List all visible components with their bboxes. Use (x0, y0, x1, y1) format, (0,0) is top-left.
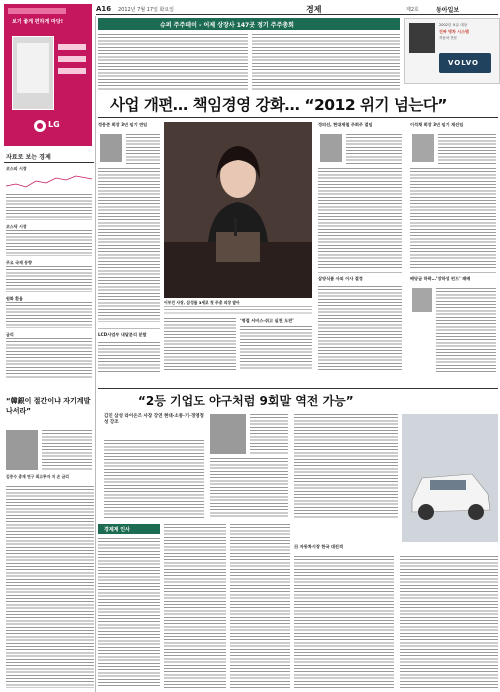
volvo-logo (439, 53, 491, 73)
col6-portrait (412, 288, 432, 312)
col3-heading: 정의선, 현대제철 주회주 결임 (318, 122, 373, 127)
volvo-ad (404, 18, 500, 84)
quote-intro (42, 430, 92, 470)
kicker-banner (98, 18, 400, 30)
bottom-subhead-text: 김인 삼성 라이온즈 사장 강연 현대·소통·기·경영정성 강조 (104, 414, 204, 425)
bottom-subhead (104, 414, 204, 438)
briefs-col-4 (294, 556, 394, 688)
quote-headline: “韓銀이 절간이냐 자기계발 나서라” (6, 397, 91, 415)
col3-portrait (320, 134, 342, 162)
col1-portrait (100, 134, 122, 162)
col7-heading: ‘명절 서비스-쥐고 실천 도전’ (240, 318, 294, 323)
volvo-car-image (409, 23, 435, 53)
ad-text-block (58, 44, 86, 84)
volvo-ad-line2: 진짜 명차 시스템 (439, 29, 469, 34)
left-column-divider (95, 16, 96, 692)
page-number: A16 (96, 5, 112, 13)
lg-logo (34, 118, 62, 132)
phone-image (12, 36, 54, 110)
lead-paragraph-1 (98, 34, 248, 90)
briefs-banner (98, 524, 160, 534)
market-row-rate: 금리 (6, 332, 14, 337)
bottom-text-3 (294, 414, 398, 518)
quote-sub-text: 김중수 총재 연구 최고투자 지 손 금리 (6, 474, 69, 479)
col4-portrait (412, 134, 434, 162)
bottom-headline-text: “2등 기업도 야구처럼 9회말 역전 가능” (138, 394, 354, 408)
kicker-text: 슈퍼 주주데이 - 어제 상장사 147곳 정기 주주총회 (160, 22, 294, 29)
briefs-title: 경제계 인사 (104, 527, 130, 533)
kospi-chart (6, 172, 92, 192)
issue-date: 2012년 7월 17일 화요일 (118, 7, 175, 13)
car-caption-text: 日 자동차시장 한국 대진격 (294, 544, 344, 549)
market-row-fx: 원화 환율 (6, 296, 23, 301)
paper-name: 동아일보 (436, 7, 460, 14)
briefs-col-5 (400, 556, 498, 688)
main-headline-text: 사업 개편… 책임경영 강화… “2012 위기 넘는다” (110, 96, 447, 114)
photo-caption (164, 300, 312, 312)
masthead (96, 4, 498, 14)
volvo-logo-text: VOLVO (448, 59, 479, 67)
col5-heading: 삼양식품 사외 이사 결정 (318, 276, 363, 281)
col1-heading: 정몽준 회장 3년 임기 연임 (98, 122, 148, 127)
ad-top-strip (8, 8, 66, 14)
quote-body (6, 486, 94, 688)
market-row-intl: 주요 국제 동향 (6, 260, 32, 265)
quote-sub (6, 474, 94, 482)
section-title: 경제 (306, 5, 322, 14)
lg-logo-text: LG (48, 120, 60, 129)
main-headline (98, 93, 498, 115)
car-caption (294, 544, 498, 552)
lead-paragraph-2 (252, 34, 400, 90)
ad-slogan: 보기 좋게 편하게 마당! (12, 19, 63, 25)
under-photo-text-1 (164, 318, 236, 370)
edition-label: 제2호 (406, 7, 419, 13)
bottom-col-2 (210, 414, 288, 518)
bottom-headline (98, 392, 498, 410)
photo-caption-text: 이부진 사장, 삼성물 3세로 첫 주총 의장 맡아 (164, 300, 240, 305)
lg-ad (4, 4, 92, 146)
under-photo-text-2 (240, 318, 312, 370)
masthead-rule (96, 14, 498, 15)
market-row-kosdaq: 코스닥 시장 (6, 224, 27, 229)
col6-heading: 배당금 하락…‘장하성 펀드’ 패배 (410, 276, 471, 281)
briefs-col-2 (164, 524, 226, 688)
briefs-col-3 (230, 524, 290, 688)
market-row-kospi: 코스피 시장 (6, 166, 27, 171)
col-3 (318, 122, 404, 372)
briefs-col-1 (98, 538, 160, 688)
col2-text (98, 342, 160, 374)
volvo-ad-line1: 2002년 보유 대상 (439, 23, 468, 27)
center-photo (164, 122, 312, 298)
car-photo (402, 414, 498, 542)
quote-portrait (6, 430, 38, 470)
col-4 (410, 122, 498, 372)
market-title: 자료로 보는 경제 (6, 154, 51, 161)
market-panel (4, 150, 94, 450)
bottom-portrait (210, 414, 246, 454)
col4-heading: 이석채 회장 3년 임기 재선임 (410, 122, 464, 127)
bottom-text-1 (104, 440, 204, 518)
volvo-ad-line3: 자동차 전문 (439, 36, 458, 40)
col2-heading: LCD사업부 내달분리 분할 (98, 332, 147, 337)
